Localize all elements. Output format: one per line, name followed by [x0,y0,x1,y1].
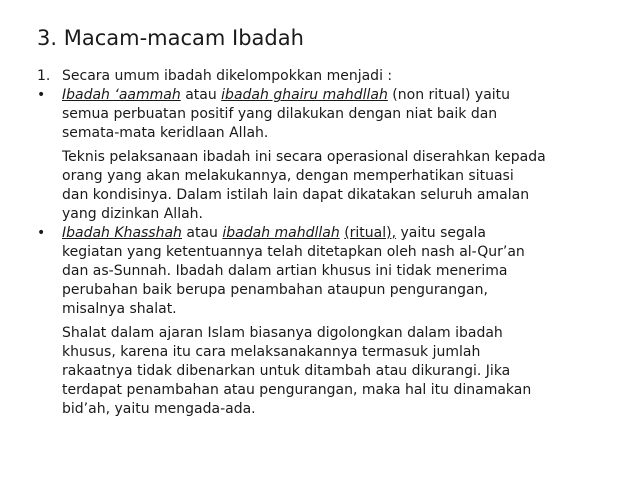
bullet-text: (non ritual) yaitu [392,87,511,103]
bullet-marker: • [37,225,46,241]
paragraph-line: khusus, karena itu cara melaksanakannya termasuk jumlah [62,344,481,360]
term-ritual: (ritual), [344,225,397,241]
bullet-text-line: kegiatan yang ketentuannya telah ditetapkan oleh nash al-Qur’an [62,244,525,260]
bullet-text: yaitu segala [400,225,486,241]
bullet-item [37,224,622,243]
bullet-text-line: semata-mata keridlaan Allah. [62,125,269,141]
term-ibadah-aammah: Ibadah ‘aammah [62,87,181,103]
term-ibadah-khasshah: Ibadah Khasshah [62,225,182,241]
bullet-text-line: perubahan baik berupa penambahan ataupun pengurangan, [62,282,488,298]
paragraph-line: Shalat dalam ajaran Islam biasanya digolongkan dalam ibadah [62,325,503,341]
bullet-marker: • [37,87,46,103]
paragraph-line: terdapat penambahan atau pengurangan, maka hal itu dinamakan [62,382,532,398]
item-text: Secara umum ibadah dikelompokkan menjadi : [62,68,393,84]
bullet-text-line: misalnya shalat. [62,301,177,317]
term-ibadah-ghairu-mahdllah: ibadah ghairu mahdllah [221,87,388,103]
connector-text: atau [186,225,218,241]
term-ibadah-mahdllah: ibadah mahdllah [222,225,340,241]
paragraph-line: dan kondisinya. Dalam istilah lain dapat dikatakan seluruh amalan [62,187,530,203]
bullet-text-line: dan as-Sunnah. Ibadah dalam artian khusus ini tidak menerima [62,263,508,279]
numbered-item [37,67,622,86]
slide-body [37,67,622,419]
paragraph-line: bid’ah, yaitu mengada-ada. [62,401,256,417]
bullet-item [37,86,622,105]
bullet-text-line: semua perbuatan positif yang dilakukan dengan niat baik dan [62,106,498,122]
slide-title: 3. Macam-macam Ibadah [37,26,304,50]
paragraph-line: orang yang akan melakukannya, dengan memperhatikan situasi [62,168,514,184]
paragraph-line: rakaatnya tidak dibenarkan untuk ditambah atau dikurangi. Jika [62,363,511,379]
connector-text: atau [185,87,217,103]
paragraph-line: Teknis pelaksanaan ibadah ini secara operasional diserahkan kepada [62,149,546,165]
item-number: 1. [37,68,51,84]
paragraph-line: yang dizinkan Allah. [62,206,203,222]
